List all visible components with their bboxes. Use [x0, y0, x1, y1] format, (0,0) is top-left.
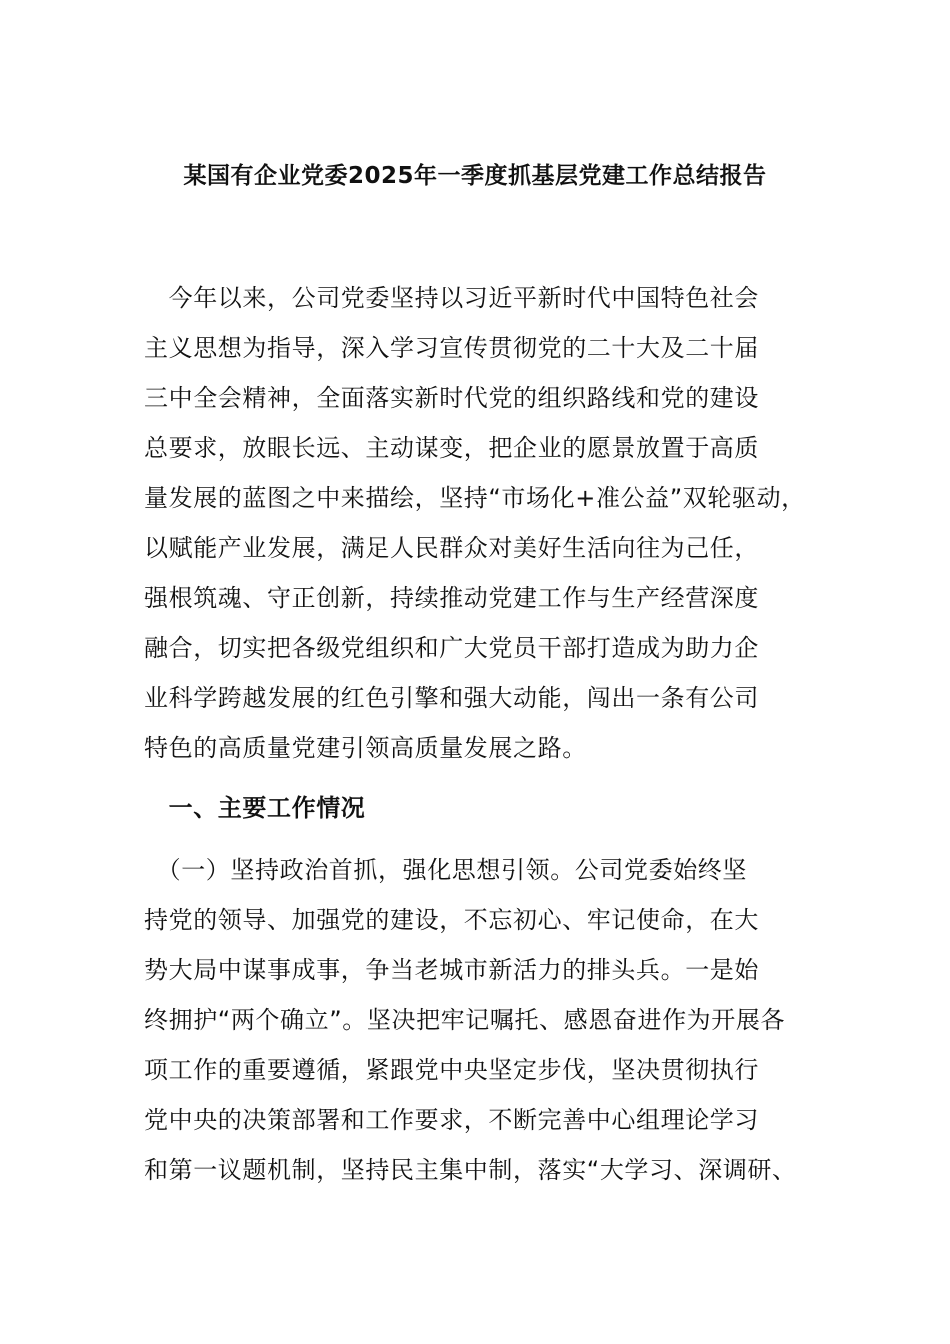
intro-line: 以赋能产业发展，满足人民群众对美好生活向往为己任， [144, 534, 759, 562]
intro-line: 特色的高质量党建引领高质量发展之路。 [144, 734, 587, 762]
intro-line: 今年以来，公司党委坚持以习近平新时代中国特色社会 [144, 284, 759, 312]
intro-line: 业科学跨越发展的红色引擎和强大动能，闯出一条有公司 [144, 684, 759, 712]
section-line: 势大局中谋事成事，争当老城市新活力的排头兵。一是始 [144, 956, 759, 984]
intro-line: 三中全会精神，全面落实新时代党的组织路线和党的建设 [144, 384, 759, 412]
intro-line: 融合，切实把各级党组织和广大党员干部打造成为助力企 [144, 634, 759, 662]
document-title: 某国有企业党委2025年一季度抓基层党建工作总结报告 [183, 163, 767, 189]
intro-line: 量发展的蓝图之中来描绘，坚持“市场化+准公益”双轮驱动， [144, 484, 806, 512]
section-line: 和第一议题机制，坚持民主集中制，落实“大学习、深调研、 [144, 1156, 797, 1184]
intro-line: 总要求，放眼长远、主动谋变，把企业的愿景放置于高质 [144, 434, 759, 462]
section-heading: 一、主要工作情况 [144, 794, 366, 822]
section-line: 党中央的决策部署和工作要求，不断完善中心组理论学习 [144, 1106, 759, 1134]
intro-line: 主义思想为指导，深入学习宣传贯彻党的二十大及二十届 [144, 334, 759, 362]
section-line: 终拥护“两个确立”。坚决把牢记嘱托、感恩奋进作为开展各 [144, 1006, 786, 1034]
section-line: （一）坚持政治首抓，强化思想引领。公司党委始终坚 [144, 856, 747, 884]
intro-line: 强根筑魂、守正创新，持续推动党建工作与生产经营深度 [144, 584, 759, 612]
section-line: 持党的领导、加强党的建设，不忘初心、牢记使命，在大 [144, 906, 759, 934]
section-line: 项工作的重要遵循，紧跟党中央坚定步伐，坚决贯彻执行 [144, 1056, 759, 1084]
